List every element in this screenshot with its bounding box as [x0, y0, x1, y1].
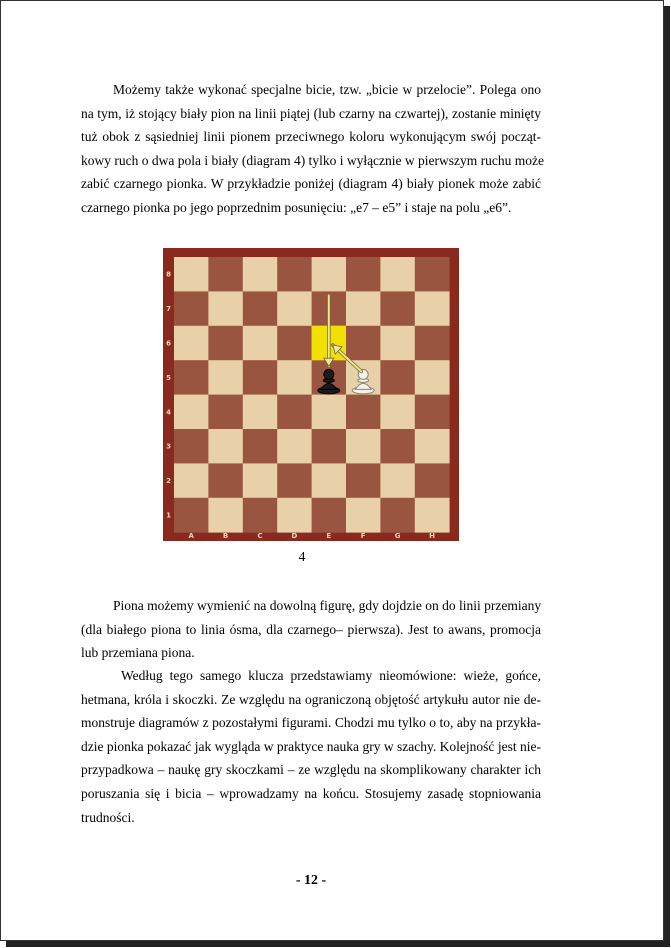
file-label: G — [394, 532, 401, 540]
page-shadow — [6, 941, 670, 947]
board-square — [312, 463, 347, 498]
board-square — [174, 257, 209, 292]
text-line: Piona możemy wymienić na dowolną figurę, gdy dojdzie on do linii przemiany — [113, 598, 542, 613]
board-square — [346, 257, 381, 292]
text-line: Możemy także wykonać specjalne bicie, tzw. „bicie w przelocie”. Polega ono — [113, 82, 541, 97]
rank-label: 2 — [166, 477, 171, 486]
file-label: A — [188, 532, 194, 540]
board-square — [415, 257, 450, 292]
board-square — [174, 326, 209, 361]
text-line: (dla białego piona to linia ósma, dla czarnego– pierwsza). Jest to awans, promocja — [81, 621, 541, 637]
board-square — [277, 463, 312, 498]
board-square — [277, 429, 312, 464]
board-square — [174, 360, 209, 395]
file-label: B — [222, 532, 229, 540]
board-square — [312, 257, 347, 292]
board-square — [380, 463, 415, 498]
text-line: monstruje diagramów z pozostałymi figurami. Chodzi mu tylko o to, aby na przykła- — [81, 715, 541, 731]
text-line: przypadkowa – naukę gry skoczkami – ze względu na skomplikowany charakter ich — [81, 762, 541, 778]
board-square — [380, 429, 415, 464]
board-square — [243, 291, 278, 326]
chess-board — [163, 248, 459, 541]
diagram-caption: 4 — [298, 549, 306, 564]
rank-label: 6 — [166, 339, 171, 348]
board-square — [312, 395, 347, 430]
board-square — [243, 257, 278, 292]
board-square — [243, 395, 278, 430]
rank-label: 1 — [166, 511, 171, 520]
board-square — [243, 326, 278, 361]
board-square — [243, 429, 278, 464]
board-square — [208, 429, 243, 464]
board-square — [380, 498, 415, 533]
board-square — [380, 257, 415, 292]
text-line: dzie pionka pokazać jak wygląda w praktyce nauka gry w szachy. Kolejność jest nie- — [81, 738, 541, 754]
board-square — [415, 326, 450, 361]
text-line: trudności. — [81, 809, 135, 825]
page-number: - 12 - — [295, 873, 327, 888]
file-label: F — [360, 532, 366, 540]
text-line: tuż obok z sąsiedniej linii pionem przeciwnego koloru wykonującym swój począt- — [81, 129, 541, 145]
board-square — [243, 498, 278, 533]
black-pawn-head — [324, 369, 334, 379]
board-square — [380, 291, 415, 326]
board-square — [346, 463, 381, 498]
board-square — [277, 257, 312, 292]
board-square — [312, 429, 347, 464]
board-square — [415, 395, 450, 430]
board-square — [346, 429, 381, 464]
rank-label: 5 — [166, 373, 171, 382]
text-line: czarnego pionka po jego poprzednim posunięciu: „e7 – e5” i staje na polu „e6”. — [81, 199, 512, 215]
rank-label: 8 — [166, 270, 171, 279]
rank-label: 3 — [166, 442, 171, 451]
board-square — [277, 360, 312, 395]
board-square — [380, 326, 415, 361]
text-line: hetmana, króla i skoczki. Ze względu na ograniczoną objętość artykułu autor nie de- — [81, 691, 541, 707]
board-square — [208, 463, 243, 498]
board-square — [243, 360, 278, 395]
board-square — [312, 498, 347, 533]
board-square — [174, 395, 209, 430]
board-square — [346, 395, 381, 430]
board-square — [174, 498, 209, 533]
board-square — [208, 498, 243, 533]
board-square — [415, 498, 450, 533]
page-shadow — [664, 6, 670, 947]
file-label: D — [291, 532, 298, 540]
text-line: Według tego samego klucza przedstawiamy nieomówione: wieże, gońce, — [121, 668, 541, 683]
rank-label: 4 — [166, 408, 171, 417]
board-square — [346, 326, 381, 361]
paragraph-promotion — [81, 594, 541, 665]
board-square — [380, 395, 415, 430]
board-square — [277, 498, 312, 533]
board-square — [243, 463, 278, 498]
board-square — [208, 326, 243, 361]
board-square — [208, 395, 243, 430]
file-label: C — [257, 532, 263, 540]
paragraph-en-passant — [81, 78, 544, 220]
board-square — [208, 257, 243, 292]
board-square — [277, 395, 312, 430]
board-square — [415, 463, 450, 498]
text-line: na tym, iż stojący biały pion na linii piątej (lub czarny na czwartej), zostanie minięty — [81, 105, 541, 121]
chess-diagram — [163, 248, 459, 541]
board-square — [415, 360, 450, 395]
file-label: H — [429, 532, 435, 540]
board-square — [277, 326, 312, 361]
board-square — [380, 360, 415, 395]
board-square — [277, 291, 312, 326]
text-line: kowy ruch o dwa pola i biały (diagram 4) tylko i wyłącznie w pierwszym ruchu może — [81, 152, 544, 168]
file-label: E — [326, 532, 332, 540]
text-line: zabić czarnego pionka. W przykładzie poniżej (diagram 4) biały pionek może zabić — [81, 176, 541, 192]
board-square — [174, 463, 209, 498]
board-square — [174, 429, 209, 464]
board-square — [415, 429, 450, 464]
board-square — [208, 291, 243, 326]
text-line: poruszania się i bicia – wprowadzamy na końcu. Stosujemy zasadę stopniowania — [81, 785, 541, 801]
text-line: lub przemiana piona. — [81, 645, 195, 661]
rank-label: 7 — [166, 305, 171, 314]
board-square — [208, 360, 243, 395]
board-square — [346, 291, 381, 326]
board-square — [415, 291, 450, 326]
paragraph-other-pieces — [81, 664, 541, 829]
board-square — [174, 291, 209, 326]
board-square — [346, 498, 381, 533]
